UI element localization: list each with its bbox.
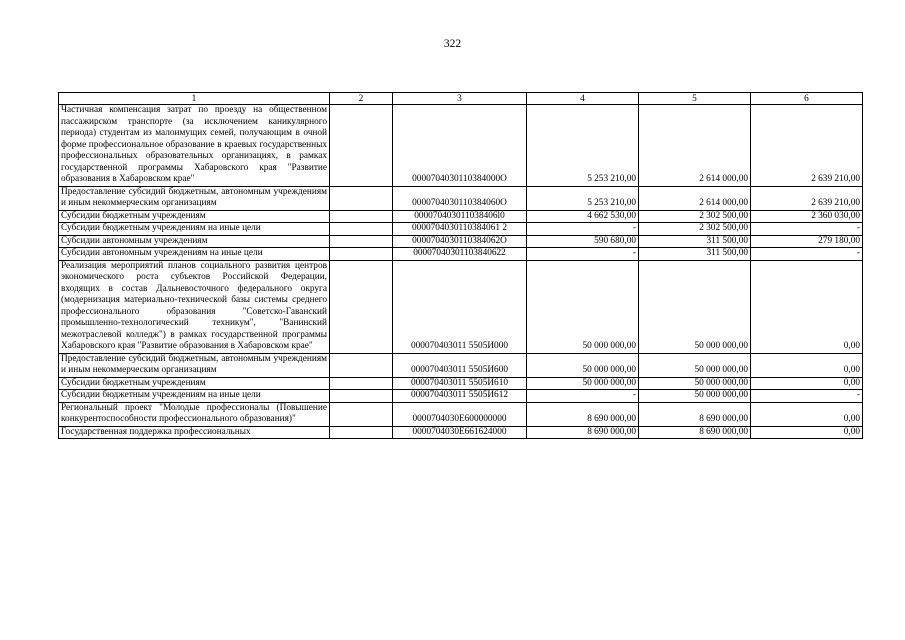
cell-name: Субсидии бюджетным учреждениям на иные цели xyxy=(59,390,330,403)
table-row xyxy=(59,186,863,210)
cell-name: Субсидии бюджетным учреждениям на иные цели xyxy=(59,223,330,236)
cell-name: Реализация мероприятий планов социального развития центров экономического роста субъектов Российской Федерации, входящих в состав Дальневосточного федерального округа (модернизация материально-технической базы системы среднего профессионального образования "Советско-Гаванский промышленно-технологический техникум", "Ванинский межотраслевой колледж") в рамках государственной программы Хабаровского края "Развитие образования в Хабаровском крае" xyxy=(59,260,330,353)
cell-code: 00007040301103840622 xyxy=(393,248,527,261)
cell-name: Субсидии бюджетным учреждениям xyxy=(59,210,330,223)
cell-col-2 xyxy=(330,186,393,210)
cell-value-col-4: - xyxy=(527,248,639,261)
column-header-2: 2 xyxy=(330,93,393,105)
cell-value-col-5: 2 614 000,00 xyxy=(639,186,751,210)
table-row xyxy=(59,402,863,426)
cell-value-col-5: 311 500,00 xyxy=(639,235,751,248)
cell-value-col-4: 5 253 210,00 xyxy=(527,105,639,187)
cell-name: Частичная компенсация затрат по проезду на общественном пассажирском транспорте (за исключением каникулярного периода) студентам из малоимущих семей, получающим в очной форме профессиональное образование в краевых государственных профессиональных образовательных организациях, в рамках государственной программы Хабаровского края "Развитие образования в Хабаровском крае" xyxy=(59,105,330,187)
cell-col-2 xyxy=(330,235,393,248)
cell-code: 000070403011 5505И610 xyxy=(393,377,527,390)
cell-code: 0000704030110384062O xyxy=(393,235,527,248)
cell-value-col-5: 50 000 000,00 xyxy=(639,390,751,403)
table-row xyxy=(59,223,863,236)
cell-col-2 xyxy=(330,223,393,236)
table-row xyxy=(59,390,863,403)
table-row xyxy=(59,105,863,187)
budget-table xyxy=(58,92,863,439)
cell-code: 0000704030110384000O xyxy=(393,105,527,187)
cell-value-col-6: 2 639 210,00 xyxy=(751,186,863,210)
table-row xyxy=(59,210,863,223)
column-header-4: 4 xyxy=(527,93,639,105)
header-row xyxy=(59,93,863,105)
cell-name: Предоставление субсидий бюджетным, автономным учреждениям и иным некоммерческим организациям xyxy=(59,353,330,377)
cell-value-col-5: 50 000 000,00 xyxy=(639,353,751,377)
cell-value-col-4: - xyxy=(527,390,639,403)
cell-value-col-5: 311 500,00 xyxy=(639,248,751,261)
cell-value-col-6: - xyxy=(751,223,863,236)
table-row xyxy=(59,377,863,390)
cell-value-col-5: 8 690 000,00 xyxy=(639,426,751,439)
cell-value-col-4: 50 000 000,00 xyxy=(527,377,639,390)
cell-col-2 xyxy=(330,260,393,353)
cell-value-col-4: 590 680,00 xyxy=(527,235,639,248)
cell-value-col-4: 5 253 210,00 xyxy=(527,186,639,210)
column-header-6: 6 xyxy=(751,93,863,105)
cell-value-col-6: 279 180,00 xyxy=(751,235,863,248)
cell-col-2 xyxy=(330,353,393,377)
cell-col-2 xyxy=(330,248,393,261)
cell-value-col-4: 8 690 000,00 xyxy=(527,402,639,426)
cell-value-col-5: 50 000 000,00 xyxy=(639,260,751,353)
cell-value-col-4: 8 690 000,00 xyxy=(527,426,639,439)
table-row xyxy=(59,353,863,377)
cell-col-2 xyxy=(330,377,393,390)
cell-name: Предоставление субсидий бюджетным, автономным учреждениям и иным некоммерческим организациям xyxy=(59,186,330,210)
cell-value-col-6: 0,00 xyxy=(751,402,863,426)
cell-code: 0000704030110384061 2 xyxy=(393,223,527,236)
cell-value-col-4: - xyxy=(527,223,639,236)
column-header-1: 1 xyxy=(59,93,330,105)
cell-col-2 xyxy=(330,402,393,426)
cell-name: Субсидии бюджетным учреждениям xyxy=(59,377,330,390)
cell-col-2 xyxy=(330,105,393,187)
cell-value-col-6: 0,00 xyxy=(751,377,863,390)
cell-value-col-6: 0,00 xyxy=(751,353,863,377)
cell-code: 000070403011 5505И600 xyxy=(393,353,527,377)
cell-value-col-5: 2 614 000,00 xyxy=(639,105,751,187)
column-header-5: 5 xyxy=(639,93,751,105)
cell-value-col-6: 2 639 210,00 xyxy=(751,105,863,187)
table-row xyxy=(59,235,863,248)
table-body xyxy=(59,105,863,439)
table-row xyxy=(59,248,863,261)
table-row xyxy=(59,426,863,439)
cell-value-col-4: 50 000 000,00 xyxy=(527,353,639,377)
cell-name: Субсидии автономным учреждениям на иные цели xyxy=(59,248,330,261)
cell-name: Государственная поддержка профессиональных xyxy=(59,426,330,439)
cell-name: Региональный проект "Молодые профессионалы (Повышение конкурентоспособности профессионального образования)" xyxy=(59,402,330,426)
column-header-3: 3 xyxy=(393,93,527,105)
cell-value-col-6: 0,00 xyxy=(751,260,863,353)
cell-value-col-4: 50 000 000,00 xyxy=(527,260,639,353)
cell-value-col-6: 2 360 030,00 xyxy=(751,210,863,223)
cell-code: 000070403011038406l0 xyxy=(393,210,527,223)
cell-value-col-5: 2 302 500,00 xyxy=(639,223,751,236)
cell-code: 0000704030E600000000 xyxy=(393,402,527,426)
cell-value-col-6: - xyxy=(751,248,863,261)
cell-code: 000070403011 5505И000 xyxy=(393,260,527,353)
cell-col-2 xyxy=(330,426,393,439)
cell-name: Субсидии автономным учреждениям xyxy=(59,235,330,248)
cell-code: 000070403011 5505И612 xyxy=(393,390,527,403)
cell-code: 0000704030110384060O xyxy=(393,186,527,210)
cell-value-col-5: 8 690 000,00 xyxy=(639,402,751,426)
cell-col-2 xyxy=(330,390,393,403)
cell-code: 0000704030E661624000 xyxy=(393,426,527,439)
table-row xyxy=(59,260,863,353)
cell-value-col-5: 2 302 500,00 xyxy=(639,210,751,223)
cell-value-col-6: 0,00 xyxy=(751,426,863,439)
cell-value-col-4: 4 662 530,00 xyxy=(527,210,639,223)
cell-col-2 xyxy=(330,210,393,223)
cell-value-col-5: 50 000 000,00 xyxy=(639,377,751,390)
cell-value-col-6: - xyxy=(751,390,863,403)
page-number: 322 xyxy=(443,38,462,50)
